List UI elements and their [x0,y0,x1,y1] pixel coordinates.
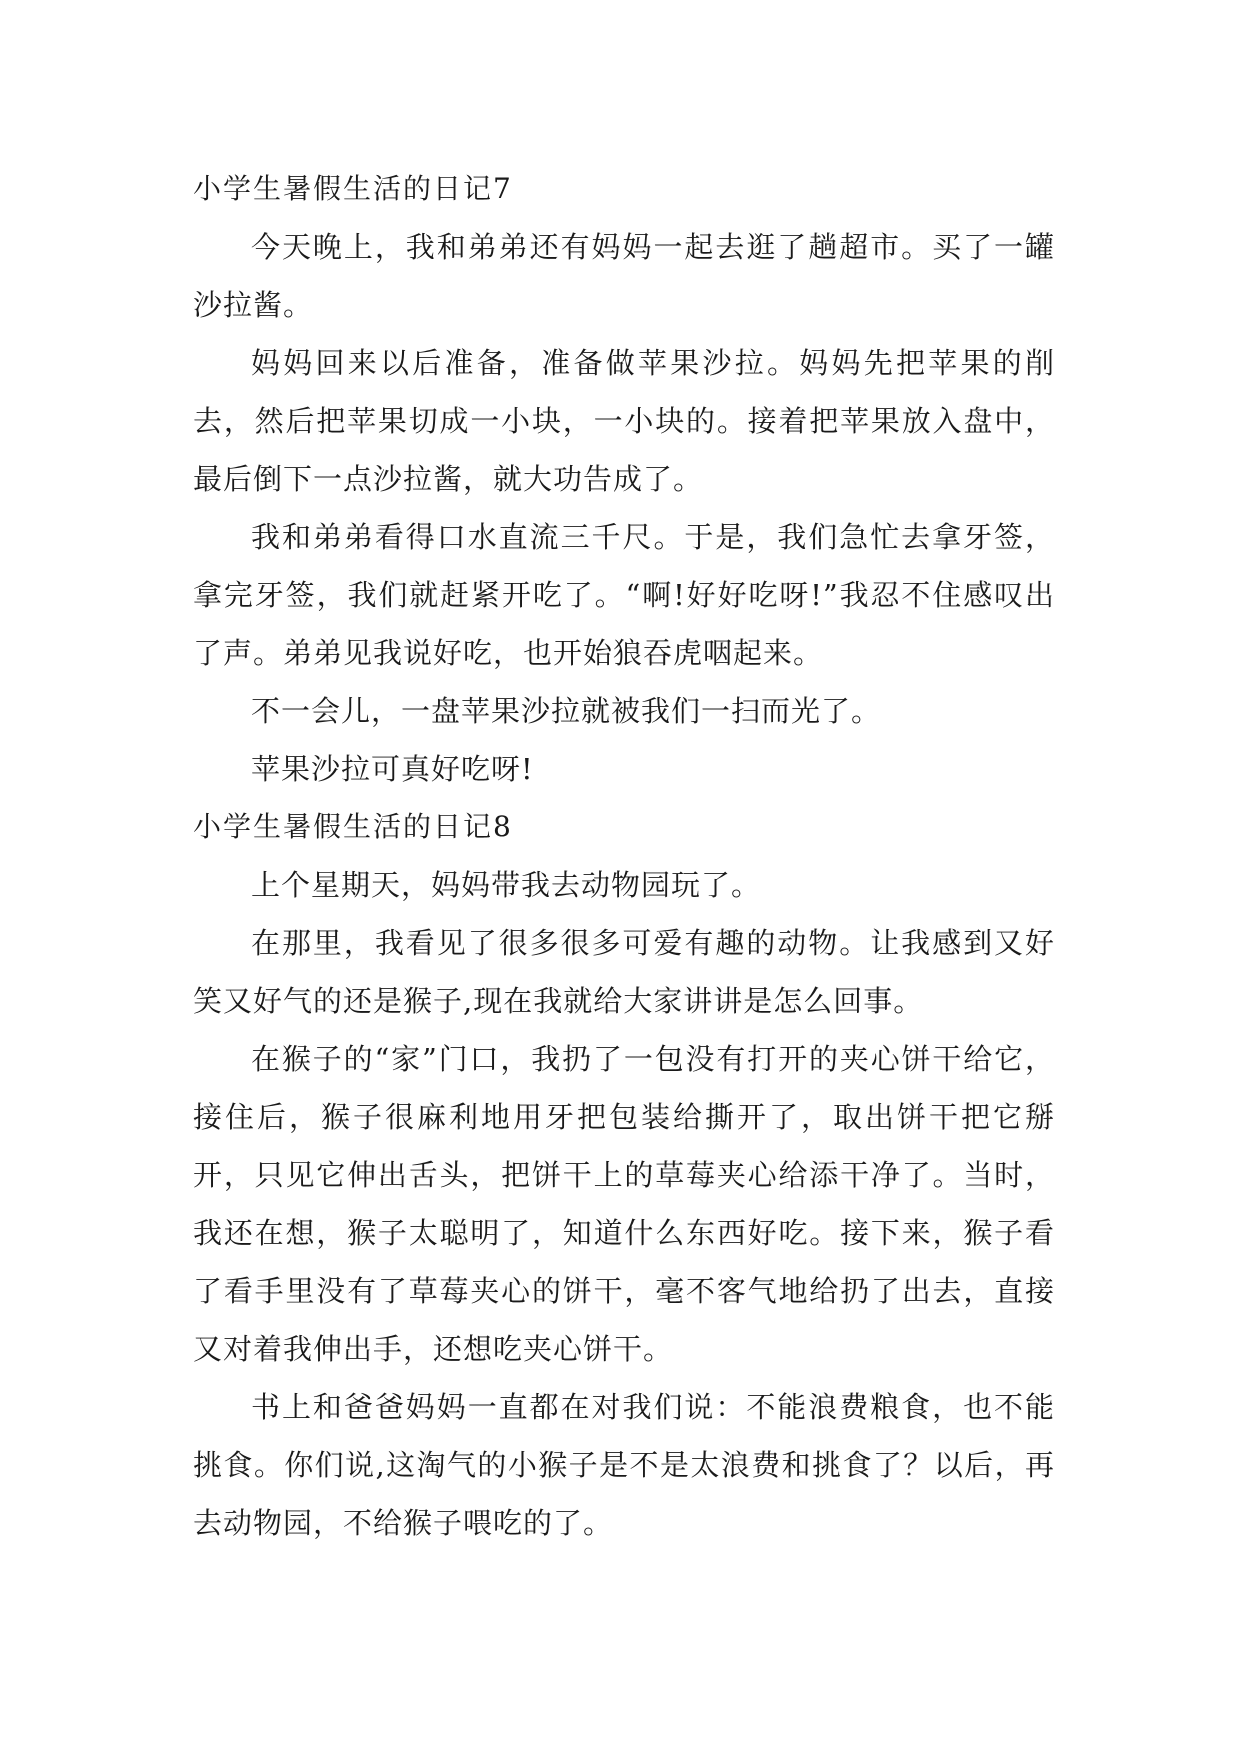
diary-8-paragraph-3: 在猴子的“家”门口，我扔了一包没有打开的夹心饼干给它，接住后，猴子很麻利地用牙把包装给撕开了，取出饼干把它掰开，只见它伸出舌头，把饼干上的草莓夹心给添干净了。当时，我还在想，猴子太聪明了，知道什么东西好吃。接下来，猴子看了看手里没有了草莓夹心的饼干，毫不客气地给扔了出去，直接又对着我伸出手，还想吃夹心饼干。 [193,1042,1055,1366]
diary-entry-8 [193,798,1055,1552]
document-page [193,160,1055,1552]
diary-8-paragraph-1: 上个星期天，妈妈带我去动物园玩了。 [251,868,762,902]
diary-entry-7 [193,160,1055,798]
diary-7-paragraph-4: 不一会儿，一盘苹果沙拉就被我们一扫而光了。 [251,694,882,728]
diary-7-title: 小学生暑假生活的日记7 [193,172,513,205]
diary-7-paragraph-5: 苹果沙拉可真好吃呀! [251,752,534,786]
diary-8-title: 小学生暑假生活的日记8 [193,810,513,843]
diary-7-paragraph-1: 今天晚上，我和弟弟还有妈妈一起去逛了趟超市。买了一罐沙拉酱。 [193,230,1055,322]
diary-7-paragraph-3: 我和弟弟看得口水直流三千尺。于是，我们急忙去拿牙签，拿完牙签，我们就赶紧开吃了。“啊!好好吃呀!”我忍不住感叹出了声。弟弟见我说好吃，也开始狼吞虎咽起来。 [193,520,1055,670]
diary-7-paragraph-2: 妈妈回来以后准备，准备做苹果沙拉。妈妈先把苹果的削去，然后把苹果切成一小块，一小块的。接着把苹果放入盘中，最后倒下一点沙拉酱，就大功告成了。 [193,346,1055,496]
diary-8-paragraph-2: 在那里，我看见了很多很多可爱有趣的动物。让我感到又好笑又好气的还是猴子,现在我就给大家讲讲是怎么回事。 [193,926,1055,1018]
diary-8-paragraph-4: 书上和爸爸妈妈一直都在对我们说：不能浪费粮食，也不能挑食。你们说,这淘气的小猴子是不是太浪费和挑食了？以后，再去动物园，不给猴子喂吃的了。 [193,1390,1055,1540]
